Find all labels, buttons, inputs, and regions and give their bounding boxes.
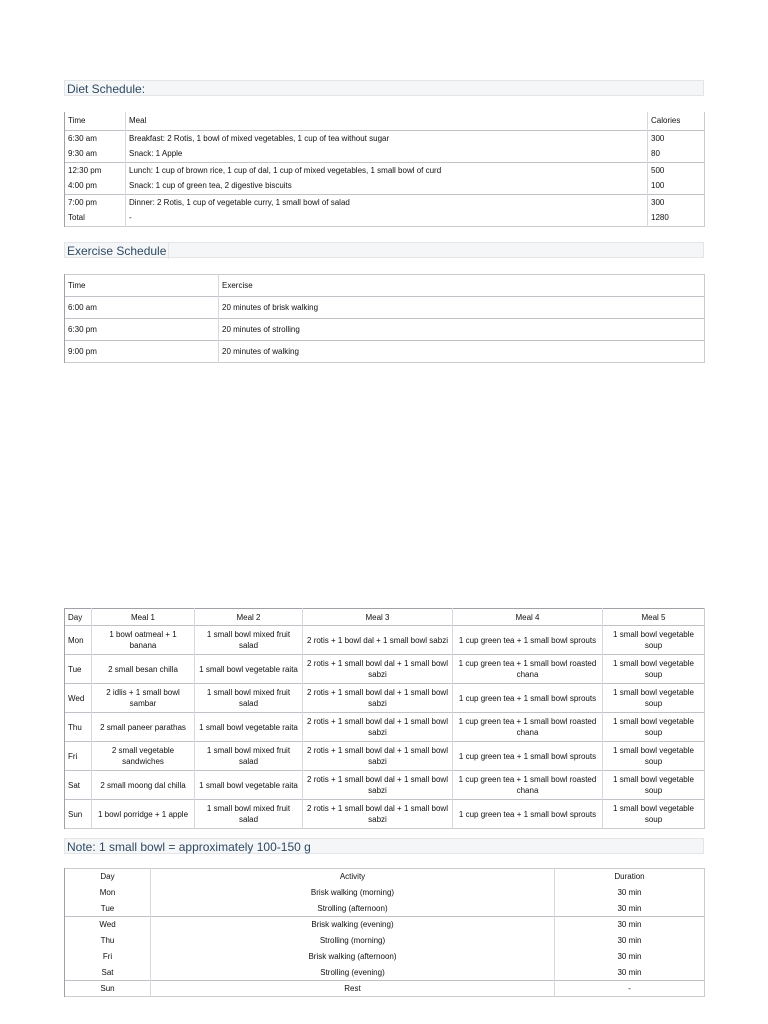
diet-schedule-table [64, 112, 705, 227]
meal-cell: 1 small bowl mixed fruit salad [195, 684, 303, 713]
duration-cell: 30 min [555, 949, 705, 965]
meal-cell: 2 rotis + 1 small bowl dal + 1 small bowl sabzi [303, 684, 453, 713]
time-cell: 9:30 am [65, 146, 126, 162]
column-header: Duration [555, 869, 705, 885]
duration-cell: 30 min [555, 885, 705, 901]
meal-cell: 2 idlis + 1 small bowl sambar [92, 684, 195, 713]
table-row [65, 771, 705, 800]
table-row [65, 626, 705, 655]
meal-cell: 1 small bowl mixed fruit salad [195, 742, 303, 771]
calories-cell: 300 [648, 194, 705, 210]
meal-cell: 1 small bowl vegetable soup [603, 771, 705, 800]
day-cell: Mon [65, 885, 151, 901]
meal-cell: 1 small bowl vegetable soup [603, 800, 705, 829]
meal-cell: 2 small moong dal chilla [92, 771, 195, 800]
table-row [65, 162, 705, 178]
column-header: Meal 5 [603, 609, 705, 626]
table-row [65, 178, 705, 194]
activity-cell: Rest [151, 981, 555, 997]
note-heading [64, 838, 704, 854]
day-cell: Fri [65, 949, 151, 965]
exercise-cell: 20 minutes of strolling [219, 319, 705, 341]
meal-cell: 2 small besan chilla [92, 655, 195, 684]
column-header: Meal 4 [453, 609, 603, 626]
column-header: Meal 1 [92, 609, 195, 626]
exercise-cell: 20 minutes of brisk walking [219, 297, 705, 319]
meal-cell: 2 rotis + 1 small bowl dal + 1 small bowl sabzi [303, 655, 453, 684]
day-cell: Thu [65, 933, 151, 949]
meal-cell: Breakfast: 2 Rotis, 1 bowl of mixed vegetables, 1 cup of tea without sugar [126, 130, 648, 146]
table-header-row [65, 275, 705, 297]
table-row [65, 130, 705, 146]
table-row [65, 933, 705, 949]
table-row [65, 655, 705, 684]
table-row [65, 965, 705, 981]
day-cell: Wed [65, 917, 151, 933]
calories-cell: 100 [648, 178, 705, 194]
day-cell: Tue [65, 901, 151, 917]
table-row [65, 917, 705, 933]
table-header-row [65, 869, 705, 885]
column-header: Exercise [219, 275, 705, 297]
column-header: Meal 3 [303, 609, 453, 626]
meal-cell: 2 rotis + 1 small bowl dal + 1 small bowl sabzi [303, 713, 453, 742]
time-cell: 7:00 pm [65, 194, 126, 210]
meal-cell: 1 bowl oatmeal + 1 banana [92, 626, 195, 655]
meal-cell: 1 small bowl vegetable raita [195, 713, 303, 742]
meal-cell: 1 small bowl vegetable raita [195, 771, 303, 800]
table-row [65, 684, 705, 713]
day-cell: Thu [65, 713, 92, 742]
meal-cell: 1 cup green tea + 1 small bowl sprouts [453, 626, 603, 655]
duration-cell: 30 min [555, 917, 705, 933]
diet-schedule-heading [64, 80, 704, 96]
meal-cell: Snack: 1 Apple [126, 146, 648, 162]
activity-cell: Strolling (evening) [151, 965, 555, 981]
table-row [65, 341, 705, 363]
table-row [65, 742, 705, 771]
meal-cell: 1 cup green tea + 1 small bowl roasted chana [453, 771, 603, 800]
day-cell: Sat [65, 771, 92, 800]
column-header: Day [65, 869, 151, 885]
column-header: Time [65, 112, 126, 130]
meal-cell: - [126, 210, 648, 226]
meal-cell: 1 small bowl vegetable soup [603, 655, 705, 684]
weekly-activity-table [64, 868, 705, 997]
duration-cell: 30 min [555, 965, 705, 981]
time-cell: 6:30 pm [65, 319, 219, 341]
exercise-schedule-title: Exercise Schedule [67, 244, 167, 258]
meal-cell: 2 rotis + 1 small bowl dal + 1 small bowl sabzi [303, 771, 453, 800]
exercise-cell: 20 minutes of walking [219, 341, 705, 363]
column-header: Meal [126, 112, 648, 130]
duration-cell: 30 min [555, 933, 705, 949]
table-row [65, 194, 705, 210]
meal-cell: 1 small bowl vegetable soup [603, 684, 705, 713]
table-row [65, 901, 705, 917]
meal-cell: Lunch: 1 cup of brown rice, 1 cup of dal, 1 cup of mixed vegetables, 1 small bowl of curd [126, 162, 648, 178]
time-cell: 12:30 pm [65, 162, 126, 178]
table-row [65, 319, 705, 341]
day-cell: Wed [65, 684, 92, 713]
table-row [65, 981, 705, 997]
meal-cell: 1 bowl porridge + 1 apple [92, 800, 195, 829]
diet-schedule-title: Diet Schedule: [67, 82, 146, 96]
activity-cell: Brisk walking (afternoon) [151, 949, 555, 965]
meal-cell: 1 cup green tea + 1 small bowl sprouts [453, 800, 603, 829]
meal-cell: 1 cup green tea + 1 small bowl sprouts [453, 742, 603, 771]
meal-cell: 2 rotis + 1 small bowl dal + 1 small bowl sabzi [303, 800, 453, 829]
meal-cell: 1 cup green tea + 1 small bowl roasted chana [453, 713, 603, 742]
meal-cell: 1 cup green tea + 1 small bowl roasted chana [453, 655, 603, 684]
column-header: Time [65, 275, 219, 297]
table-row [65, 146, 705, 162]
meal-cell: 1 small bowl vegetable soup [603, 713, 705, 742]
time-cell: 6:30 am [65, 130, 126, 146]
table-header-row [65, 609, 705, 626]
column-header: Activity [151, 869, 555, 885]
meal-cell: 2 rotis + 1 bowl dal + 1 small bowl sabzi [303, 626, 453, 655]
meal-cell: 1 small bowl vegetable raita [195, 655, 303, 684]
day-cell: Sun [65, 981, 151, 997]
calories-cell: 80 [648, 146, 705, 162]
meal-cell: 1 small bowl vegetable soup [603, 626, 705, 655]
weekly-meal-plan-table [64, 608, 705, 829]
column-header: Meal 2 [195, 609, 303, 626]
day-cell: Sun [65, 800, 92, 829]
time-cell: Total [65, 210, 126, 226]
meal-cell: 1 cup green tea + 1 small bowl sprouts [453, 684, 603, 713]
meal-cell: 2 small paneer parathas [92, 713, 195, 742]
day-cell: Fri [65, 742, 92, 771]
meal-cell: 1 small bowl mixed fruit salad [195, 800, 303, 829]
duration-cell: 30 min [555, 901, 705, 917]
duration-cell: - [555, 981, 705, 997]
meal-cell: 1 small bowl vegetable soup [603, 742, 705, 771]
table-row [65, 297, 705, 319]
day-cell: Sat [65, 965, 151, 981]
calories-cell: 300 [648, 130, 705, 146]
heading-divider [168, 243, 169, 259]
day-cell: Tue [65, 655, 92, 684]
calories-cell: 500 [648, 162, 705, 178]
meal-cell: 1 small bowl mixed fruit salad [195, 626, 303, 655]
meal-cell: 2 rotis + 1 small bowl dal + 1 small bowl sabzi [303, 742, 453, 771]
table-row [65, 885, 705, 901]
activity-cell: Strolling (morning) [151, 933, 555, 949]
time-cell: 6:00 am [65, 297, 219, 319]
activity-cell: Strolling (afternoon) [151, 901, 555, 917]
total-row [65, 210, 705, 226]
portion-note: Note: 1 small bowl = approximately 100-150 g [67, 840, 311, 854]
calories-cell: 1280 [648, 210, 705, 226]
table-header-row [65, 112, 705, 130]
column-header: Calories [648, 112, 705, 130]
column-header: Day [65, 609, 92, 626]
table-row [65, 949, 705, 965]
day-cell: Mon [65, 626, 92, 655]
time-cell: 9:00 pm [65, 341, 219, 363]
meal-cell: Dinner: 2 Rotis, 1 cup of vegetable curry, 1 small bowl of salad [126, 194, 648, 210]
table-row [65, 800, 705, 829]
exercise-schedule-table [64, 274, 705, 363]
activity-cell: Brisk walking (morning) [151, 885, 555, 901]
meal-cell: Snack: 1 cup of green tea, 2 digestive biscuits [126, 178, 648, 194]
meal-cell: 2 small vegetable sandwiches [92, 742, 195, 771]
time-cell: 4:00 pm [65, 178, 126, 194]
exercise-schedule-heading [64, 242, 704, 258]
activity-cell: Brisk walking (evening) [151, 917, 555, 933]
table-row [65, 713, 705, 742]
